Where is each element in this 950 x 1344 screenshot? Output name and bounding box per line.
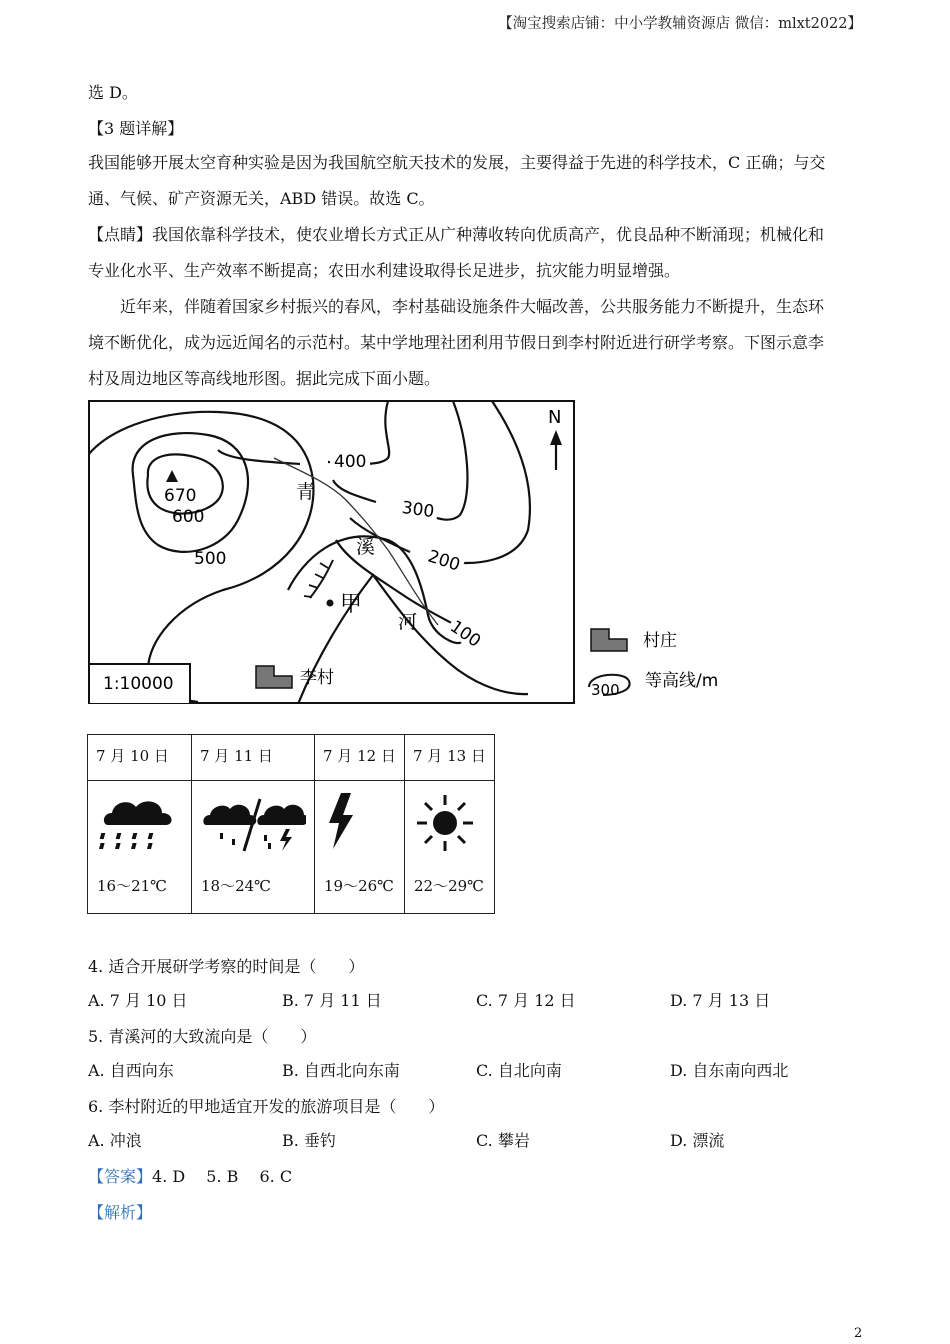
point-jia-dot (327, 600, 334, 607)
question-5-stem: 5. 青溪河的大致流向是（ ） (88, 1027, 317, 1046)
weather-cell-2 (192, 781, 315, 914)
weather-date-2: 7 月 11 日 (192, 735, 315, 781)
contour-label-500: 500 (194, 549, 227, 569)
rain-to-thunderstorm-icon (202, 793, 306, 853)
weather-cell-3 (315, 781, 405, 914)
answer-label: 【答案】 (88, 1167, 153, 1186)
answer-line (88, 1164, 292, 1187)
q5-option-b: B. 自西北向东南 (282, 1061, 400, 1080)
weather-cell-4 (405, 781, 495, 914)
q4-option-a: A. 7 月 10 日 (88, 991, 188, 1010)
contour-label-100: 100 (446, 616, 485, 652)
q6-option-b: B. 垂钓 (282, 1131, 336, 1150)
river-char-he: 河 (398, 611, 418, 633)
page-header: 【淘宝搜索店铺：中小学教辅资源店 微信：mlxt2022】 (498, 16, 862, 32)
legend-village-icon (591, 629, 627, 651)
q6-option-d: D. 漂流 (670, 1131, 725, 1150)
weather-temp-1: 16～21℃ (97, 877, 167, 895)
map-legend (585, 625, 745, 705)
legend-village-label: 村庄 (643, 631, 677, 651)
question-4-stem: 4. 适合开展研学考察的时间是（ ） (88, 957, 365, 976)
north-label: N (548, 407, 562, 428)
q6-option-a: A. 冲浪 (88, 1131, 142, 1150)
q5-option-d: D. 自东南向西北 (670, 1061, 789, 1080)
map-scale: 1:10000 (103, 674, 174, 694)
q4-option-b: B. 7 月 11 日 (282, 991, 382, 1010)
map-border (89, 401, 574, 703)
q5-option-a: A. 自西向东 (88, 1061, 174, 1080)
question-6-stem: 6. 李村附近的甲地适宜开发的旅游项目是（ ） (88, 1097, 445, 1116)
text-line-4: 通、气候、矿产资源无关，ABD 错误。故选 C。 (88, 189, 435, 208)
legend-contour-value: 300 (591, 681, 620, 699)
text-line-3: 我国能够开展太空育种实验是因为我国航空航天技术的发展，主要得益于先进的科学技术，C 正确；与交 (88, 153, 826, 172)
weather-date-1: 7 月 10 日 (88, 735, 192, 781)
contour-map (88, 400, 575, 704)
passage-line-2: 境不断优化，成为远近闻名的示范村。某中学地理社团利用节假日到李村附近进行研学考察。下图示意李 (88, 333, 825, 352)
weather-cell-1 (88, 781, 192, 914)
text-line-5: 【点睛】我国依靠科学技术，使农业增长方式正从广种薄收转向优质高产，优良品种不断涌现；机械化和 (88, 225, 825, 244)
river-char-xi: 溪 (356, 536, 376, 558)
section-heading-q3: 【3 题详解】 (88, 119, 184, 138)
contour-label-600: 600 (172, 507, 205, 527)
rain-cloud-icon (98, 793, 178, 853)
weather-date-4: 7 月 13 日 (405, 735, 495, 781)
weather-temp-4: 22～29℃ (414, 877, 484, 895)
answer-text: 4. D 5. B 6. C (152, 1167, 293, 1186)
q6-option-c: C. 攀岩 (476, 1131, 530, 1150)
point-jia-label: 甲 (340, 592, 363, 617)
page-number: 2 (854, 1326, 863, 1341)
lightning-icon (325, 793, 365, 853)
legend-contour-label: 等高线/m (645, 671, 719, 691)
weather-temp-3: 19～26℃ (324, 877, 394, 895)
village-name: 李村 (300, 668, 334, 688)
weather-table (87, 734, 495, 914)
q5-option-c: C. 自北向南 (476, 1061, 562, 1080)
passage-line-3: 村及周边地区等高线地形图。据此完成下面小题。 (88, 369, 441, 388)
text-line-6: 专业化水平、生产效率不断提高；农田水利建设取得长足进步，抗灾能力明显增强。 (88, 261, 681, 280)
passage-line-1: 近年来，伴随着国家乡村振兴的春风，李村基础设施条件大幅改善，公共服务能力不断提升，生态环 (120, 297, 825, 316)
q4-option-c: C. 7 月 12 日 (476, 991, 576, 1010)
sun-icon (415, 793, 477, 855)
contour-label-400: 400 (334, 452, 367, 472)
weather-temp-2: 18～24℃ (201, 877, 271, 895)
q4-option-d: D. 7 月 13 日 (670, 991, 771, 1010)
analysis-label: 【解析】 (88, 1203, 153, 1222)
weather-date-3: 7 月 12 日 (315, 735, 405, 781)
contour-label-300: 300 (400, 497, 436, 523)
river-char-qing: 青 (296, 481, 316, 503)
text-line-1: 选 D。 (88, 83, 138, 102)
peak-label: 670 (164, 486, 197, 506)
contour-label-200: 200 (425, 546, 463, 576)
